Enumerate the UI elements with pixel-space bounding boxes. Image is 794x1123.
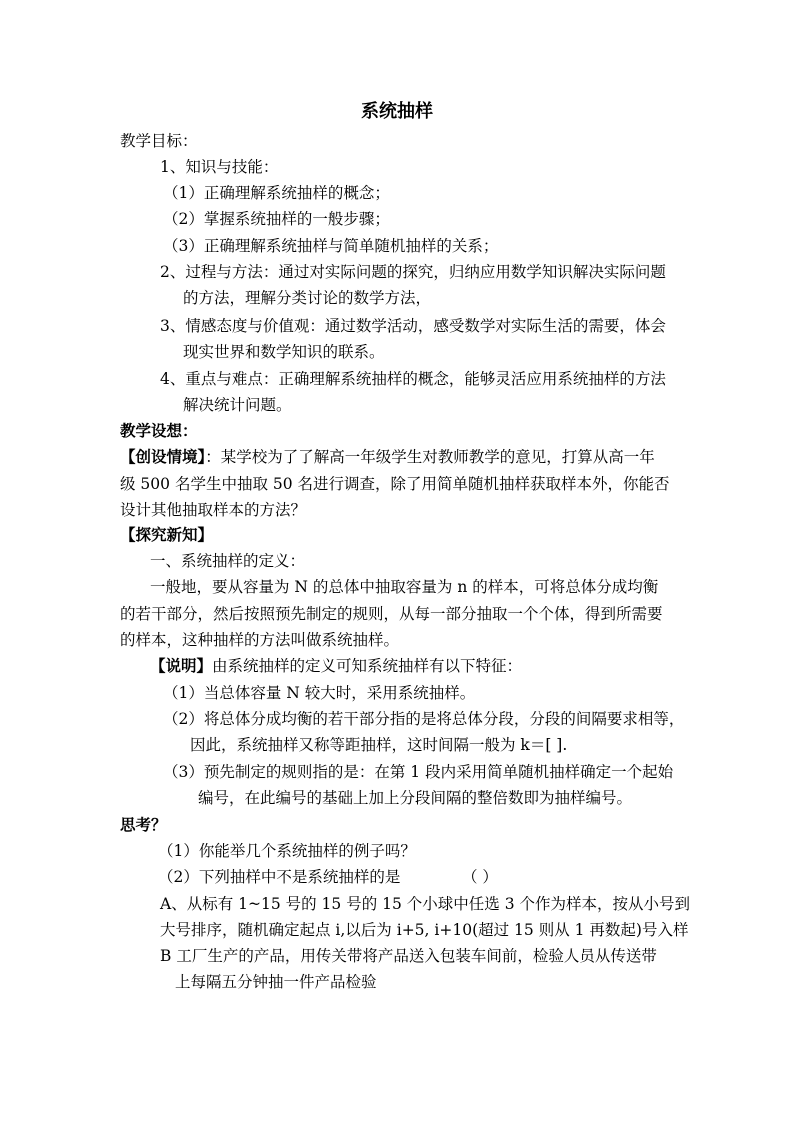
objective-1-heading: 1、知识与技能：: [160, 158, 279, 176]
note-item: （3）预先制定的规则指的是：在第 1 段内采用简单随机抽样确定一个起始: [163, 763, 674, 781]
objective-2-line: 2、过程与方法：通过对实际问题的探究，归纳应用数学知识解决实际问题: [160, 263, 666, 281]
definition-line: 的若干部分，然后按照预先制定的规则，从每一部分抽取一个个体，得到所需要: [120, 605, 663, 623]
definition-line: 的样本，这种抽样的方法叫做系统抽样。: [120, 631, 400, 649]
objective-3-line: 现实世界和数学知识的联系。: [183, 343, 385, 361]
note-tag: 【说明】: [150, 656, 213, 675]
objectives-heading: 教学目标：: [120, 132, 198, 150]
definition-heading: 一、系统抽样的定义：: [150, 552, 306, 570]
scenario-line: 级 500 名学生中抽取 50 名进行调查，除了用简单随机抽样获取样本外，你能否: [120, 475, 670, 493]
objective-4-line: 解决统计问题。: [183, 396, 292, 414]
option-b-line: B 工厂生产的产品，用传关带将产品送入包装车间前，检验人员从传送带: [160, 947, 657, 965]
objective-2-line: 的方法，理解分类讨论的数学方法，: [183, 289, 432, 307]
note-item: （1）当总体容量 N 较大时，采用系统抽样。: [163, 684, 476, 702]
think-heading: 思考？: [120, 815, 167, 834]
note-line: [150, 656, 522, 676]
explore-heading: 【探究新知】: [120, 525, 214, 544]
scenario-tag: 【创设情境】: [120, 447, 206, 466]
note-text: 由系统抽样的定义可知系统抽样有以下特征：: [212, 657, 523, 675]
note-item-continued: 因此，系统抽样又称等距抽样，这时间隔一般为 k＝[ ].: [190, 736, 568, 754]
page-title: 系统抽样: [361, 101, 433, 122]
scenario-line: [120, 447, 655, 467]
objective-3-line: 3、情感态度与价值观：通过数学活动，感受数学对实际生活的需要，体会: [160, 317, 666, 335]
objective-1-item: （1）正确理解系统抽样的概念；: [163, 184, 390, 202]
option-a-line: A、从标有 1~15 号的 15 号的 15 个小球中任选 3 个作为样本，按从小号到: [160, 895, 690, 913]
question-1: （1）你能举几个系统抽样的例子吗？: [158, 842, 416, 860]
scenario-text: ：某学校为了了解高一年级学生对教师教学的意见，打算从高一年: [205, 448, 655, 466]
scenario-line: 设计其他抽取样本的方法？: [120, 501, 307, 519]
definition-line: 一般地，要从容量为 N 的总体中抽取容量为 n 的样本，可将总体分成均衡: [150, 578, 659, 596]
note-item-continued: 编号，在此编号的基础上加上分段间隔的整倍数即为抽样编号。: [198, 789, 633, 807]
question-2: （2）下列抽样中不是系统抽样的是: [158, 868, 401, 886]
design-heading: 教学设想：: [120, 421, 198, 440]
objective-4-line: 4、重点与难点：正确理解系统抽样的概念，能够灵活应用系统抽样的方法: [160, 370, 666, 388]
note-item: （2）将总体分成均衡的若干部分指的是将总体分段，分段的间隔要求相等，: [163, 710, 685, 728]
objective-1-item: （3）正确理解系统抽样与简单随机抽样的关系；: [163, 237, 499, 255]
option-a-line: 大号排序，随机确定起点 i,以后为 i+5, i+10(超过 15 则从 1 再数起)号入样: [160, 921, 689, 939]
objective-1-item: （2）掌握系统抽样的一般步骤；: [163, 210, 390, 228]
option-b-line: 上每隔五分钟抽一件产品检验: [175, 973, 377, 991]
answer-blank: （ ）: [462, 868, 498, 886]
